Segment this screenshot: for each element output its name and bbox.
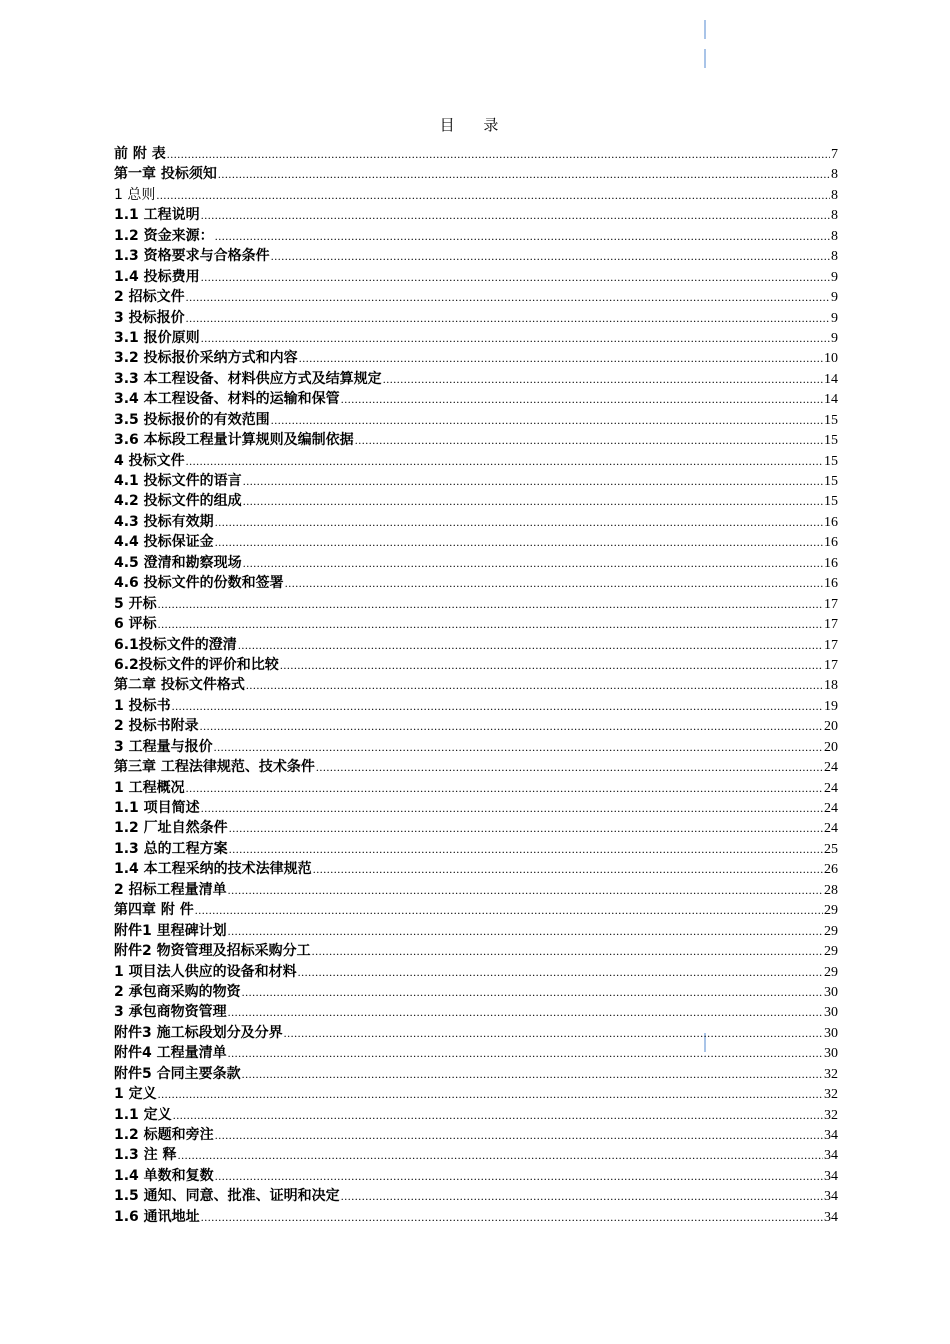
toc-entry-title: 3 投标报价 — [114, 309, 185, 326]
toc-entry-page-number: 24 — [824, 801, 838, 816]
dot-leader — [215, 532, 823, 552]
toc-entry-title: 第一章 投标须知 — [114, 166, 217, 183]
page-title: 目 录 — [439, 116, 511, 134]
toc-entry-page-number: 26 — [824, 862, 838, 878]
toc-entry-page-number: 29 — [824, 964, 838, 980]
toc-entry-title: 1.3 注 释 — [114, 1147, 177, 1164]
toc-entry-title: 5 开标 — [114, 595, 157, 612]
toc-entry-page-number: 32 — [824, 1087, 838, 1103]
toc-entry-page-number: 17 — [824, 637, 838, 653]
dot-leader — [215, 226, 830, 246]
dot-leader — [228, 1002, 823, 1022]
toc-entry-title: 4.1 投标文件的语言 — [114, 473, 242, 489]
dot-leader — [228, 880, 823, 900]
toc-entry[interactable] — [114, 982, 838, 1002]
dot-leader — [201, 328, 830, 348]
toc-entry-page-number: 9 — [831, 310, 838, 326]
dot-leader — [229, 839, 823, 859]
dot-leader — [285, 573, 823, 593]
toc-entry[interactable] — [114, 389, 838, 409]
toc-entry-page-number: 30 — [824, 1005, 838, 1021]
toc-entry[interactable] — [114, 164, 838, 184]
toc-entry-page-number: 28 — [824, 882, 838, 898]
toc-entry[interactable] — [114, 818, 838, 838]
dot-leader — [215, 1166, 823, 1186]
toc-entry-title: 3.4 本工程设备、材料的运输和保管 — [114, 391, 340, 408]
toc-entry-page-number: 15 — [824, 412, 838, 428]
toc-entry[interactable] — [114, 1043, 838, 1063]
dot-leader — [215, 512, 823, 532]
dot-leader — [156, 185, 830, 205]
dot-leader — [313, 859, 823, 879]
toc-entry[interactable] — [114, 655, 838, 675]
toc-entry[interactable] — [114, 532, 838, 552]
toc-entry[interactable] — [114, 839, 838, 859]
toc-entry-title: 1.2 标题和旁注 — [114, 1127, 214, 1143]
toc-entry-page-number: 10 — [824, 351, 838, 367]
table-of-contents — [114, 144, 838, 1227]
dot-leader — [186, 308, 830, 328]
toc-entry-page-number: 30 — [824, 984, 838, 1000]
toc-entry[interactable] — [114, 1145, 838, 1165]
dot-leader — [271, 246, 830, 266]
toc-entry-page-number: 16 — [824, 535, 838, 551]
toc-entry-title: 3.5 投标报价的有效范围 — [114, 411, 270, 428]
toc-entry-page-number: 32 — [824, 1066, 838, 1082]
toc-entry-title: 1.1 定义 — [114, 1106, 172, 1123]
toc-entry-page-number: 9 — [831, 290, 838, 306]
toc-entry[interactable] — [114, 1105, 838, 1125]
toc-entry-page-number: 34 — [824, 1168, 838, 1184]
toc-entry-title: 2 承包商采购的物资 — [114, 983, 241, 1000]
toc-entry-page-number: 8 — [831, 187, 838, 203]
dot-leader — [284, 1023, 823, 1043]
toc-entry[interactable] — [114, 1023, 838, 1043]
toc-entry-title: 2 招标文件 — [114, 289, 185, 306]
toc-entry[interactable] — [114, 675, 838, 695]
dot-leader — [355, 430, 823, 450]
dot-leader — [243, 491, 823, 511]
toc-entry-page-number: 15 — [824, 474, 838, 489]
toc-entry-page-number: 19 — [824, 698, 838, 714]
dot-leader — [271, 410, 823, 430]
dot-leader — [243, 471, 823, 491]
dot-leader — [201, 798, 823, 818]
toc-entry[interactable] — [114, 512, 838, 532]
toc-entry-page-number: 15 — [824, 433, 838, 449]
toc-entry[interactable] — [114, 287, 838, 307]
toc-entry-title: 前 附 表 — [114, 146, 166, 162]
dot-leader — [167, 144, 830, 164]
toc-entry-title: 4.3 投标有效期 — [114, 513, 214, 530]
toc-entry[interactable] — [114, 410, 838, 430]
dot-leader — [316, 757, 823, 777]
toc-entry-page-number: 16 — [824, 576, 838, 592]
toc-entry-page-number: 7 — [831, 147, 838, 162]
toc-entry-page-number: 8 — [831, 249, 838, 265]
toc-entry-title: 1 总则 — [114, 186, 156, 203]
toc-entry-title: 6.2投标文件的评价和比较 — [114, 656, 279, 673]
toc-entry[interactable] — [114, 246, 838, 266]
dot-leader — [195, 900, 823, 920]
toc-entry-title: 4.2 投标文件的组成 — [114, 493, 242, 510]
toc-entry[interactable] — [114, 430, 838, 450]
toc-entry-page-number: 15 — [824, 453, 838, 469]
toc-entry-page-number: 34 — [824, 1128, 838, 1143]
toc-entry[interactable] — [114, 798, 838, 818]
toc-entry-title: 1.6 通讯地址 — [114, 1208, 200, 1225]
toc-entry[interactable] — [114, 226, 838, 246]
toc-entry-title: 1.2 资金来源： — [114, 227, 214, 244]
toc-entry-title: 1 项目法人供应的设备和材料 — [114, 963, 297, 980]
toc-entry-page-number: 29 — [824, 903, 838, 919]
toc-entry[interactable] — [114, 1166, 838, 1186]
dot-leader — [158, 1084, 823, 1104]
toc-entry-page-number: 8 — [831, 167, 838, 183]
toc-entry-title: 附件1 里程碑计划 — [114, 922, 227, 939]
toc-entry-page-number: 20 — [824, 719, 838, 735]
dot-leader — [218, 164, 830, 184]
toc-entry-title: 第三章 工程法律规范、技术条件 — [114, 759, 315, 776]
toc-entry-page-number: 30 — [824, 1046, 838, 1062]
dot-leader — [201, 205, 830, 225]
dot-leader — [341, 389, 823, 409]
toc-entry[interactable] — [114, 308, 838, 328]
toc-entry-page-number: 25 — [824, 841, 838, 857]
toc-entry[interactable] — [114, 614, 838, 634]
dot-leader — [201, 1207, 823, 1227]
toc-entry-title: 6.1投标文件的澄清 — [114, 636, 237, 653]
toc-entry-title: 4.5 澄清和勘察现场 — [114, 554, 242, 571]
toc-entry-page-number: 29 — [824, 923, 838, 939]
dot-leader — [186, 451, 823, 471]
text-cursor-mark — [704, 49, 706, 68]
toc-entry-page-number: 8 — [831, 228, 838, 244]
dot-leader — [200, 716, 823, 736]
toc-entry[interactable] — [114, 369, 838, 389]
toc-entry-title: 3 承包商物资管理 — [114, 1004, 227, 1021]
toc-entry-title: 4.4 投标保证金 — [114, 534, 214, 551]
toc-entry[interactable] — [114, 635, 838, 655]
dot-leader — [228, 1043, 823, 1063]
toc-entry-page-number: 32 — [824, 1107, 838, 1123]
toc-entry-title: 1.4 单数和复数 — [114, 1167, 214, 1184]
dot-leader — [383, 369, 823, 389]
toc-entry-title: 1.3 资格要求与合格条件 — [114, 248, 270, 265]
dot-leader — [173, 1105, 823, 1125]
toc-entry-title: 4.6 投标文件的份数和签署 — [114, 575, 284, 592]
dot-leader — [246, 675, 823, 695]
toc-entry-title: 6 评标 — [114, 616, 157, 633]
toc-entry[interactable] — [114, 144, 838, 164]
dot-leader — [178, 1145, 823, 1165]
toc-entry-page-number: 15 — [824, 494, 838, 510]
toc-entry[interactable] — [114, 471, 838, 491]
toc-entry-title: 第二章 投标文件格式 — [114, 677, 245, 694]
toc-entry-page-number: 24 — [824, 780, 838, 796]
toc-entry[interactable] — [114, 328, 838, 348]
dot-leader — [186, 287, 830, 307]
toc-entry[interactable] — [114, 1125, 838, 1145]
toc-entry-page-number: 29 — [824, 944, 838, 960]
toc-entry[interactable] — [114, 451, 838, 471]
toc-entry-page-number: 9 — [831, 330, 838, 346]
toc-entry-title: 2 投标书附录 — [114, 718, 199, 735]
toc-entry[interactable] — [114, 962, 838, 982]
toc-entry-title: 第四章 附 件 — [114, 902, 194, 919]
toc-entry-title: 附件4 工程量清单 — [114, 1045, 227, 1062]
toc-entry[interactable] — [114, 553, 838, 573]
toc-entry[interactable] — [114, 491, 838, 511]
toc-entry-title: 3.1 报价原则 — [114, 329, 200, 346]
toc-entry[interactable] — [114, 737, 838, 757]
toc-entry-title: 1.2 厂址自然条件 — [114, 820, 228, 837]
toc-entry-title: 3.3 本工程设备、材料供应方式及结算规定 — [114, 370, 382, 387]
toc-entry-page-number: 17 — [824, 617, 838, 633]
toc-entry[interactable] — [114, 594, 838, 614]
toc-entry-page-number: 8 — [831, 208, 838, 224]
toc-entry-title: 2 招标工程量清单 — [114, 881, 227, 898]
toc-entry-title: 1 定义 — [114, 1086, 157, 1103]
toc-entry[interactable] — [114, 1186, 838, 1206]
toc-entry[interactable] — [114, 267, 838, 287]
dot-leader — [299, 348, 823, 368]
dot-leader — [298, 962, 823, 982]
dot-leader — [228, 921, 823, 941]
dot-leader — [215, 1125, 823, 1145]
toc-entry-page-number: 9 — [831, 269, 838, 285]
dot-leader — [238, 635, 823, 655]
toc-entry[interactable] — [114, 205, 838, 225]
toc-entry[interactable] — [114, 348, 838, 368]
toc-entry-page-number: 24 — [824, 760, 838, 776]
toc-entry-title: 3.2 投标报价采纳方式和内容 — [114, 350, 298, 367]
dot-leader — [242, 1064, 823, 1084]
toc-entry-page-number: 14 — [824, 371, 838, 387]
toc-entry[interactable] — [114, 859, 838, 879]
toc-entry-page-number: 17 — [824, 657, 838, 673]
toc-entry-title: 1.4 投标费用 — [114, 268, 200, 285]
toc-entry-title: 1.1 工程说明 — [114, 207, 200, 224]
toc-entry-title: 附件3 施工标段划分及分界 — [114, 1024, 283, 1041]
toc-entry[interactable] — [114, 696, 838, 716]
toc-entry[interactable] — [114, 921, 838, 941]
toc-entry[interactable] — [114, 778, 838, 798]
toc-entry[interactable] — [114, 900, 838, 920]
dot-leader — [242, 982, 823, 1002]
toc-entry[interactable] — [114, 716, 838, 736]
toc-entry-page-number: 30 — [824, 1025, 838, 1041]
toc-entry-page-number: 18 — [824, 678, 838, 694]
toc-entry-title: 1.5 通知、同意、批准、证明和决定 — [114, 1188, 340, 1205]
dot-leader — [214, 737, 823, 757]
toc-entry-page-number: 17 — [824, 596, 838, 612]
toc-entry-page-number: 16 — [824, 555, 838, 571]
text-cursor-mark — [704, 20, 706, 39]
toc-entry-title: 1.3 总的工程方案 — [114, 840, 228, 857]
toc-entry[interactable] — [114, 1207, 838, 1227]
dot-leader — [201, 267, 830, 287]
toc-entry[interactable] — [114, 185, 838, 205]
dot-leader — [312, 941, 823, 961]
toc-entry-title: 附件5 合同主要条款 — [114, 1065, 241, 1082]
toc-entry-title: 3.6 本标段工程量计算规则及编制依据 — [114, 432, 354, 449]
toc-entry-title: 1 工程概况 — [114, 779, 185, 796]
dot-leader — [243, 553, 823, 573]
toc-entry-page-number: 34 — [824, 1189, 838, 1205]
toc-entry-title: 3 工程量与报价 — [114, 738, 213, 755]
toc-entry-page-number: 34 — [824, 1148, 838, 1164]
toc-entry-page-number: 14 — [824, 392, 838, 408]
toc-entry[interactable] — [114, 1064, 838, 1084]
dot-leader — [158, 614, 823, 634]
toc-entry[interactable] — [114, 757, 838, 777]
toc-entry[interactable] — [114, 880, 838, 900]
toc-entry-page-number: 16 — [824, 514, 838, 530]
dot-leader — [229, 818, 823, 838]
toc-entry-title: 1.4 本工程采纳的技术法律规范 — [114, 861, 312, 878]
dot-leader — [341, 1186, 823, 1206]
dot-leader — [158, 594, 823, 614]
toc-entry-page-number: 34 — [824, 1209, 838, 1225]
toc-entry-title: 1 投标书 — [114, 697, 171, 714]
toc-entry-title: 4 投标文件 — [114, 452, 185, 469]
dot-leader — [186, 778, 823, 798]
toc-entry[interactable] — [114, 1002, 838, 1022]
toc-entry[interactable] — [114, 573, 838, 593]
toc-entry-page-number: 20 — [824, 739, 838, 755]
toc-entry[interactable] — [114, 941, 838, 961]
dot-leader — [280, 655, 823, 675]
toc-entry-page-number: 24 — [824, 821, 838, 837]
toc-entry[interactable] — [114, 1084, 838, 1104]
toc-entry-title: 附件2 物资管理及招标采购分工 — [114, 943, 311, 960]
toc-entry-title: 1.1 项目简述 — [114, 800, 200, 816]
dot-leader — [172, 696, 823, 716]
